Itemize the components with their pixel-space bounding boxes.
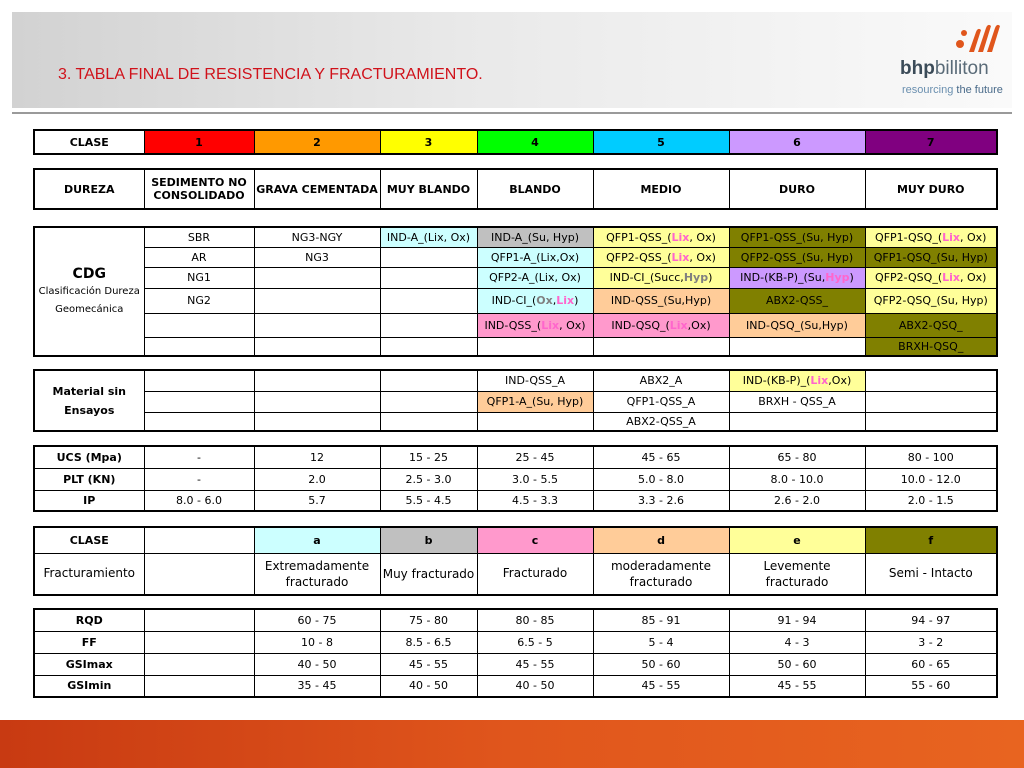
ip-cell: 8.0 - 6.0 [144, 490, 254, 511]
fract-clase-label: CLASE [34, 527, 144, 553]
highlight-token: Lix [671, 250, 690, 264]
fract-clase-cell: b [380, 527, 477, 553]
material-cell [865, 412, 997, 431]
ucs-label: UCS (Mpa) [34, 446, 144, 468]
fract-clase-cell: c [477, 527, 593, 553]
plt-cell: - [144, 468, 254, 490]
header-divider [12, 112, 1012, 114]
rqd-table [33, 608, 998, 698]
material-cell: QFP1-A_(Su, Hyp) [477, 391, 593, 412]
ff-cell [144, 631, 254, 653]
cdg-cell [254, 288, 380, 313]
cdg-cell: QFP1-QSS_(Su, Hyp) [729, 227, 865, 247]
cdg-cell [380, 288, 477, 313]
fract-cell: Extremadamente fracturado [254, 553, 380, 595]
page-title: 3. TABLA FINAL DE RESISTENCIA Y FRACTURAMIENTO. [58, 66, 483, 83]
dureza-cell: MUY DURO [865, 169, 997, 209]
fract-clase-cell [144, 527, 254, 553]
material-cell: BRXH - QSS_A [729, 391, 865, 412]
material-cell [254, 391, 380, 412]
plt-cell: 5.0 - 8.0 [593, 468, 729, 490]
cdg-cell: QFP1-QSS_(Lix, Ox) [593, 227, 729, 247]
cdg-cell: AR [144, 247, 254, 267]
gsimin-cell: 40 - 50 [380, 675, 477, 697]
highlight-token: Hyp [825, 271, 850, 284]
cdg-cell: QFP1-QSQ_(Su, Hyp) [865, 247, 997, 267]
rqd-cell: 60 - 75 [254, 609, 380, 631]
logo-mark-icon [952, 22, 1000, 54]
cdg-subtitle: Clasificación Dureza Geomecánica [38, 285, 140, 315]
ip-cell: 5.5 - 4.5 [380, 490, 477, 511]
material-cell [865, 391, 997, 412]
cdg-cell: QFP2-QSQ_(Lix, Ox) [865, 267, 997, 288]
clase-table [33, 129, 998, 155]
cdg-cell: IND-QSQ_(Lix,Ox) [593, 313, 729, 337]
gsimin-cell: 45 - 55 [729, 675, 865, 697]
ip-cell: 4.5 - 3.3 [477, 490, 593, 511]
bhp-billiton-logo [896, 22, 1008, 102]
cdg-cell: QFP2-A_(Lix, Ox) [477, 267, 593, 288]
ucs-cell: 80 - 100 [865, 446, 997, 468]
cdg-cell [144, 337, 254, 356]
cdg-cell: IND-A_(Su, Hyp) [477, 227, 593, 247]
cdg-table [33, 226, 998, 357]
plt-cell: 10.0 - 12.0 [865, 468, 997, 490]
material-table [33, 369, 998, 432]
cdg-cell: ABX2-QSS_ [729, 288, 865, 313]
ucs-cell: 12 [254, 446, 380, 468]
rqd-cell: 85 - 91 [593, 609, 729, 631]
gsimax-cell [144, 653, 254, 675]
material-cell: ABX2_A [593, 370, 729, 391]
cdg-cell: QFP1-A_(Lix,Ox) [477, 247, 593, 267]
cdg-title: CDG [72, 265, 106, 282]
rqd-cell: 80 - 85 [477, 609, 593, 631]
material-cell [144, 370, 254, 391]
ff-cell: 3 - 2 [865, 631, 997, 653]
material-cell [477, 412, 593, 431]
ucs-cell: - [144, 446, 254, 468]
cdg-cell: IND-CI_(Succ,Hyp) [593, 267, 729, 288]
clase-cell: 5 [593, 130, 729, 154]
ucs-cell: 45 - 65 [593, 446, 729, 468]
material-cell: IND-QSS_A [477, 370, 593, 391]
ip-cell: 2.6 - 2.0 [729, 490, 865, 511]
cdg-cell [477, 337, 593, 356]
cdg-cell: ABX2-QSQ_ [865, 313, 997, 337]
material-cell: QFP1-QSS_A [593, 391, 729, 412]
cdg-cell [380, 267, 477, 288]
material-label: Material sin Ensayos [34, 370, 144, 431]
header-band [12, 12, 1012, 108]
ip-cell: 2.0 - 1.5 [865, 490, 997, 511]
gsimax-cell: 50 - 60 [593, 653, 729, 675]
ucs-table [33, 445, 998, 512]
dureza-cell: DURO [729, 169, 865, 209]
gsimax-cell: 40 - 50 [254, 653, 380, 675]
gsimin-cell: 40 - 50 [477, 675, 593, 697]
ff-cell: 4 - 3 [729, 631, 865, 653]
gsimax-cell: 50 - 60 [729, 653, 865, 675]
cdg-cell: IND-CI_(Ox,Lix) [477, 288, 593, 313]
dureza-cell: MEDIO [593, 169, 729, 209]
clase-cell: 3 [380, 130, 477, 154]
cdg-cell [254, 313, 380, 337]
material-cell [380, 370, 477, 391]
rqd-label: RQD [34, 609, 144, 631]
gsimin-cell: 55 - 60 [865, 675, 997, 697]
plt-cell: 3.0 - 5.5 [477, 468, 593, 490]
fract-clase-cell: d [593, 527, 729, 553]
cdg-cell [254, 337, 380, 356]
cdg-cell: NG3-NGY [254, 227, 380, 247]
cdg-cell: NG1 [144, 267, 254, 288]
rqd-cell: 75 - 80 [380, 609, 477, 631]
material-cell [144, 391, 254, 412]
plt-cell: 2.5 - 3.0 [380, 468, 477, 490]
fract-cell [144, 553, 254, 595]
cdg-cell [380, 313, 477, 337]
cdg-cell: SBR [144, 227, 254, 247]
ff-cell: 6.5 - 5 [477, 631, 593, 653]
dureza-cell: BLANDO [477, 169, 593, 209]
ip-cell: 3.3 - 2.6 [593, 490, 729, 511]
clase-cell: 6 [729, 130, 865, 154]
material-cell [380, 412, 477, 431]
plt-label: PLT (KN) [34, 468, 144, 490]
fract-clase-cell: a [254, 527, 380, 553]
fract-clase-cell: f [865, 527, 997, 553]
dureza-label: DUREZA [34, 169, 144, 209]
cdg-cell: QFP2-QSS_(Lix, Ox) [593, 247, 729, 267]
ip-label: IP [34, 490, 144, 511]
cdg-cell: BRXH-QSQ_ [865, 337, 997, 356]
material-cell [254, 370, 380, 391]
fract-cell: Fracturado [477, 553, 593, 595]
logo-wordmark: bhpbilliton [900, 58, 989, 79]
cdg-label-cell [34, 227, 144, 356]
cdg-cell: QFP2-QSS_(Su, Hyp) [729, 247, 865, 267]
gsimin-cell: 35 - 45 [254, 675, 380, 697]
material-cell [729, 412, 865, 431]
fract-cell: Levemente fracturado [729, 553, 865, 595]
highlight-token: Hyp [683, 271, 709, 284]
rqd-cell: 91 - 94 [729, 609, 865, 631]
dureza-table [33, 168, 998, 210]
highlight-token: Lix [671, 230, 690, 244]
ucs-cell: 15 - 25 [380, 446, 477, 468]
cdg-cell: IND-QSQ_(Su,Hyp) [729, 313, 865, 337]
highlight-token: Lix [669, 318, 688, 332]
fract-cell: moderadamente fracturado [593, 553, 729, 595]
cdg-cell [144, 313, 254, 337]
cdg-cell: IND-(KB-P)_(Su,Hyp) [729, 267, 865, 288]
highlight-token: Lix [942, 230, 960, 244]
material-cell [144, 412, 254, 431]
material-cell: ABX2-QSS_A [593, 412, 729, 431]
cdg-cell: IND-A_(Lix, Ox) [380, 227, 477, 247]
clase-cell: 1 [144, 130, 254, 154]
gsimax-cell: 45 - 55 [477, 653, 593, 675]
fract-clase-cell: e [729, 527, 865, 553]
clase-cell: 4 [477, 130, 593, 154]
dureza-cell: GRAVA CEMENTADA [254, 169, 380, 209]
ff-cell: 5 - 4 [593, 631, 729, 653]
fract-cell: Semi - Intacto [865, 553, 997, 595]
clase-cell: 7 [865, 130, 997, 154]
cdg-cell [593, 337, 729, 356]
plt-cell: 2.0 [254, 468, 380, 490]
gsimax-label: GSImax [34, 653, 144, 675]
fracturamiento-table [33, 526, 998, 596]
cdg-cell: NG2 [144, 288, 254, 313]
gsimin-cell [144, 675, 254, 697]
plt-cell: 8.0 - 10.0 [729, 468, 865, 490]
gsimin-label: GSImin [34, 675, 144, 697]
clase-cell: 2 [254, 130, 380, 154]
highlight-token: Lix [541, 318, 560, 332]
clase-label: CLASE [34, 130, 144, 154]
ff-cell: 10 - 8 [254, 631, 380, 653]
material-cell: IND-(KB-P)_(Lix,Ox) [729, 370, 865, 391]
highlight-token: Lix [810, 374, 829, 388]
ip-cell: 5.7 [254, 490, 380, 511]
material-cell [380, 391, 477, 412]
highlight-token: Lix [556, 294, 575, 307]
rqd-cell: 94 - 97 [865, 609, 997, 631]
cdg-cell: QFP1-QSQ_(Lix, Ox) [865, 227, 997, 247]
cdg-cell [254, 267, 380, 288]
cdg-cell: IND-QSS_(Lix, Ox) [477, 313, 593, 337]
ff-label: FF [34, 631, 144, 653]
dureza-cell: SEDIMENTO NO CONSOLIDADO [144, 169, 254, 209]
highlight-token: Ox [536, 294, 553, 307]
cdg-cell: QFP2-QSQ_(Su, Hyp) [865, 288, 997, 313]
fract-label: Fracturamiento [34, 553, 144, 595]
footer-band [0, 720, 1024, 768]
cdg-cell [380, 337, 477, 356]
gsimin-cell: 45 - 55 [593, 675, 729, 697]
cdg-cell [729, 337, 865, 356]
material-cell [254, 412, 380, 431]
cdg-cell: IND-QSS_(Su,Hyp) [593, 288, 729, 313]
cdg-cell [380, 247, 477, 267]
ucs-cell: 25 - 45 [477, 446, 593, 468]
gsimax-cell: 60 - 65 [865, 653, 997, 675]
fract-cell: Muy fracturado [380, 553, 477, 595]
logo-tagline: resourcing the future [902, 84, 1003, 96]
dureza-cell: MUY BLANDO [380, 169, 477, 209]
gsimax-cell: 45 - 55 [380, 653, 477, 675]
rqd-cell [144, 609, 254, 631]
material-cell [865, 370, 997, 391]
ucs-cell: 65 - 80 [729, 446, 865, 468]
ff-cell: 8.5 - 6.5 [380, 631, 477, 653]
cdg-cell: NG3 [254, 247, 380, 267]
highlight-token: Lix [942, 271, 960, 284]
